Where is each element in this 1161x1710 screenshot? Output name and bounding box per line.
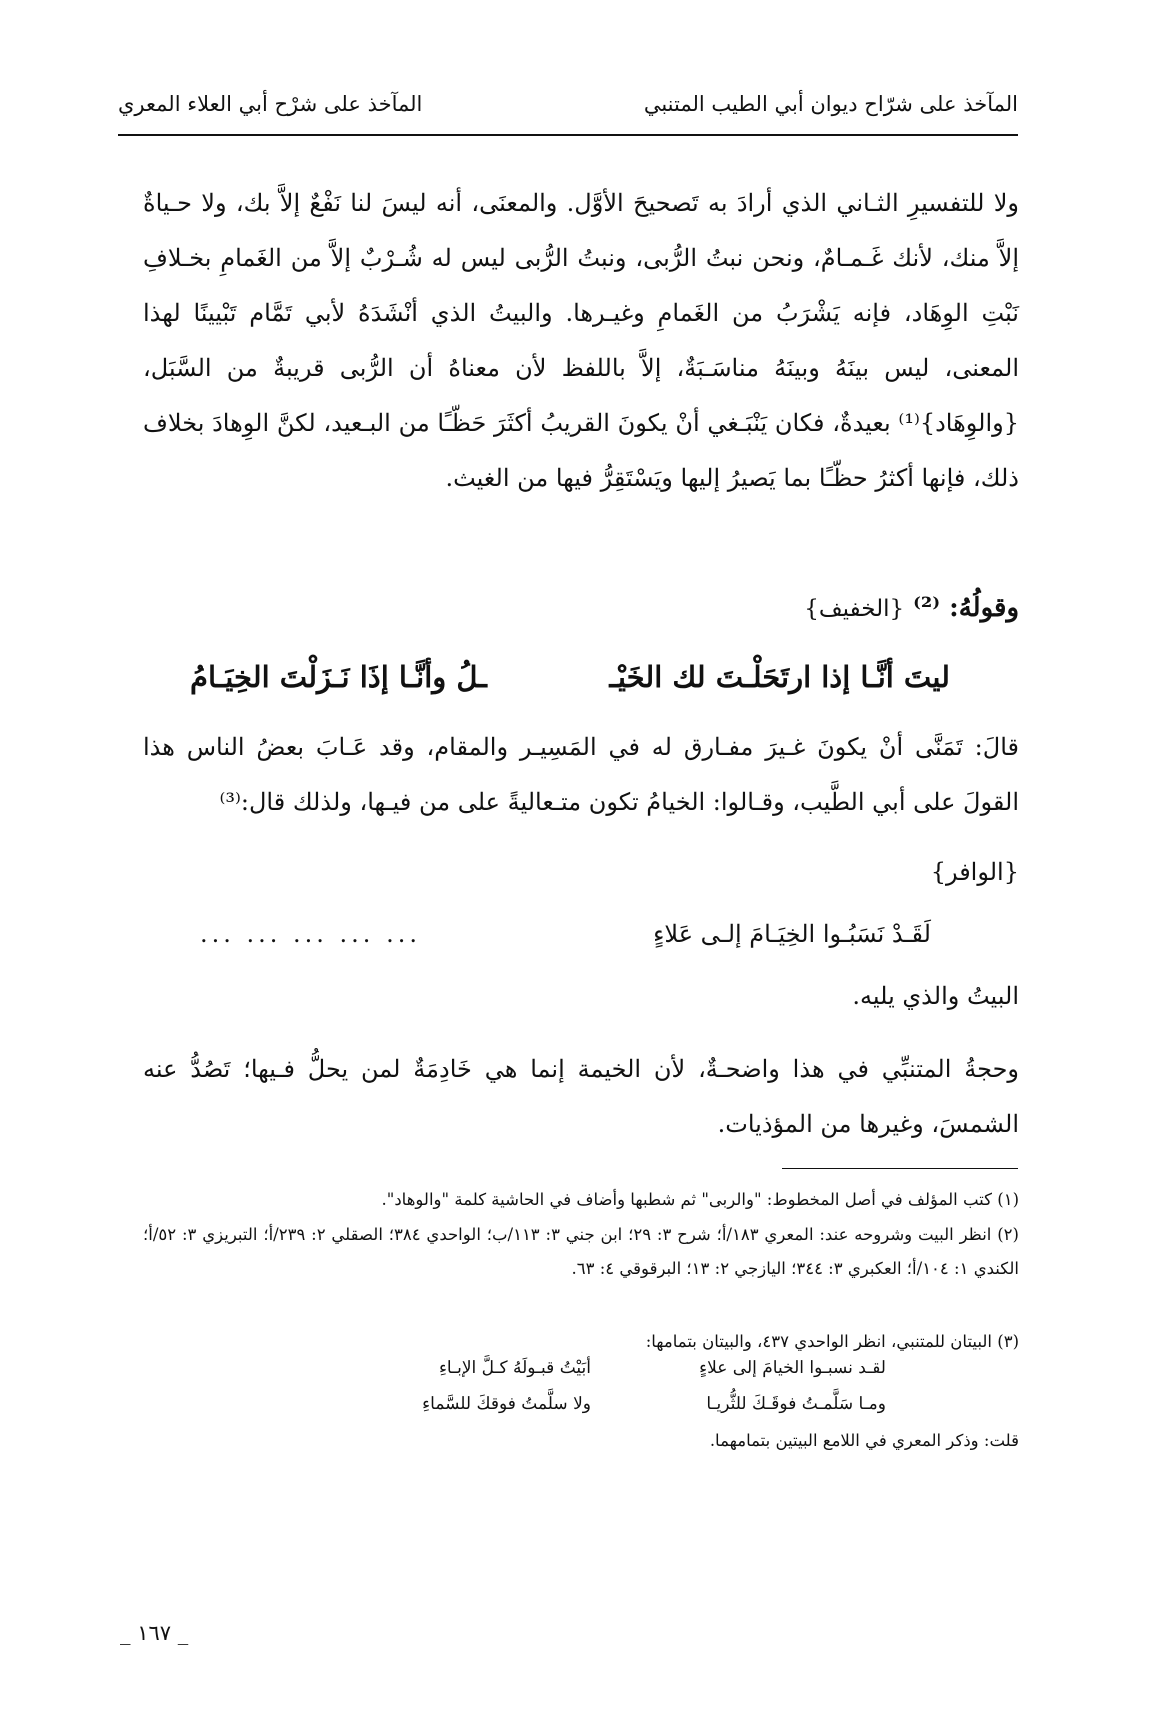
paragraph-3: البيتُ والذي يليه. [852, 982, 1019, 1010]
footnote-rule [782, 1168, 1018, 1169]
heading-footnote-ref: ⁽²⁾ [913, 593, 941, 623]
verse-heading [804, 593, 1019, 623]
header-section-title: المآخذ على شرْح أبي العلاء المعري [118, 92, 423, 116]
heading-label: وقولُهُ: [949, 593, 1019, 623]
footnote-verse-1a: لقـد نسبـوا الخيامَ إلى علاءٍ [699, 1358, 886, 1378]
footnote-note: قلت: وذكر المعري في اللامع البيتين بتمامهما. [709, 1431, 1019, 1450]
footnote-1: (١) كتب المؤلف في أصل المخطوط: "والربى" ثم شطبها وأضاف في الحاشية كلمة "والوهاد". [381, 1190, 1019, 1209]
ellipsis-dots: ... ... ... ... ... [200, 920, 421, 948]
verse-hemistich-2: ـلُ وأنَّـا إذَا نَـزَلْتَ الخِيَـامُ [190, 660, 487, 694]
footnote-3: (٣) البيتان للمتنبي، انظر الواحدي ٤٣٧، والبيتان بتمامها: [645, 1332, 1019, 1351]
heading-meter: {الخفيف} [804, 596, 905, 622]
header-book-title: المآخذ على شرّاح ديوان أبي الطيب المتنبي [643, 92, 1018, 116]
running-header [118, 86, 1018, 126]
footnote-verse-2a: ومـا سَلَّمـتُ فوقَـكَ للثُّريـا [706, 1394, 886, 1414]
footnote-verse-2b: ولا سلَّمتُ فوقكَ للسَّماءِ [422, 1394, 591, 1414]
paragraph-1: ولا للتفسيرِ الثـاني الذي أرادَ به تَصحيحَ الأوَّل. والمعنَى، أنه ليسَ لنا نَفْعٌ إلاَّ بك، ولا حـياةٌ إلاَّ منك، لأنك غَـمـامٌ، ونحن نبتُ الرُّبى، ونبتُ الرُّبى ليس له شُـرْبٌ إلاَّ من الغَمامِ بخـلافِ نَبْتِ الوِهَاد، فإنه يَشْرَبُ من الغَمامِ وغيـرها. والبيتُ الذي أنْشَدَهُ لأبي تَمَّام تَبْيينًا لهذا المعنى، ليس بينَهُ وبينَهُ مناسَـبَةٌ، إلاَّ باللفظ لأن معناهُ أن الرُّبى قريبةٌ من السَّبَل، {والوِهَاد}⁽¹⁾ بعيدةٌ، فكان يَنْبَـغي أنْ يكونَ القريبُ أكثَرَ حَظّـًا من البـعيد، لكنَّ الوِهادَ بخلاف ذلك، فإنها أكثرُ حظّـًا بما يَصيرُ إليها ويَسْتَقِرُّ فيها من الغيث. [143, 189, 1020, 492]
paragraph-4: وحجةُ المتنبِّي في هذا واضحـةٌ، لأن الخيمة إنما هي خَادِمَةٌ لمن يحلُّ فـيها؛ تَصُدُّ عنه الشمسَ، وغيرها من المؤذيات. [143, 1055, 1019, 1138]
footnote-verse-1b: أبَيْتُ قبـولَهُ كـلَّ الإبـاءِ [438, 1358, 591, 1378]
quoted-verse: لَقَـدْ نَسَبُـوا الخِيَـامَ إلـى عَلاءٍ [653, 920, 931, 948]
page-number: _ ١٦٧ _ [120, 1621, 189, 1645]
meter-label: {الوافر} [930, 858, 1019, 886]
header-rule [118, 134, 1018, 136]
paragraph-2: قالَ: تَمَنَّى أنْ يكونَ غـيرَ مفـارق له في المَسِيـر والمقام، وقد عَـابَ بعضُ الناس هذا القولَ على أبي الطَّيب، وقـالوا: الخيامُ تكون متـعاليةً على من فيـها، ولذلك قال:⁽³⁾ [143, 733, 1019, 816]
footnote-2: (٢) انظر البيت وشروحه عند: المعري ١٨٣/أ؛ شرح ٣: ٢٩؛ ابن جني ٣: ١١٣/ب؛ الواحدي ٣٨٤؛ الصقلي ٢: ٢٣٩/أ؛ التبريزي ٣: ٥٢/أ؛ الكندي ١: ١٠٤/أ؛ العكبري ٣: ٣٤٤؛ اليازجي ٢: ١٣؛ البرقوقي ٤: ٦٣. [143, 1225, 1019, 1278]
verse-hemistich-1: ليتَ أنَّـا إذا ارتَحَلْـتَ لك الخَيْـ [609, 660, 950, 694]
